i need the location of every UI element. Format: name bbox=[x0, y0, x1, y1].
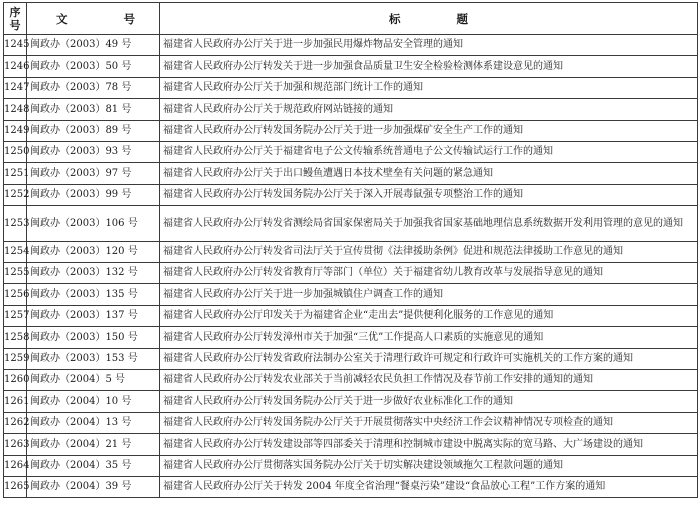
table-row bbox=[4, 263, 698, 284]
row-title: 福建省人民政府办公厅贯彻落实国务院办公厅关于切实解决建设领域拖欠工程款问题的通知 bbox=[160, 455, 698, 476]
row-title: 福建省人民政府办公厅关于规范政府网站链接的通知 bbox=[160, 99, 698, 120]
row-title: 福建省人民政府办公厅关于进一步加强民用爆炸物品安全管理的通知 bbox=[160, 35, 698, 56]
row-document-number: 闽政办（2003）49 号 bbox=[27, 35, 160, 56]
row-serial-number: 1261 bbox=[4, 391, 27, 412]
row-title: 福建省人民政府办公厅转发漳州市关于加强“三优”工作提高人口素质的实施意见的通知 bbox=[160, 327, 698, 348]
row-document-number: 闽政办（2004）35 号 bbox=[27, 455, 160, 476]
row-document-number: 闽政办（2003）81 号 bbox=[27, 99, 160, 120]
row-title: 福建省人民政府办公厅关于转发 2004 年度全省治理“餐桌污染”建设“食品放心工程”工作方案的通知 bbox=[160, 476, 698, 497]
table-row bbox=[4, 391, 698, 412]
row-serial-number: 1259 bbox=[4, 348, 27, 369]
row-document-number: 闽政办（2004）39 号 bbox=[27, 476, 160, 497]
row-document-number: 闽政办（2003）132 号 bbox=[27, 263, 160, 284]
table-row bbox=[4, 163, 698, 184]
table-row bbox=[4, 284, 698, 305]
row-title: 福建省人民政府办公厅转发国务院办公厅关于进一步加强煤矿安全生产工作的通知 bbox=[160, 120, 698, 141]
row-title: 福建省人民政府办公厅关于出口鳗鱼遭遇日本技术壁垒有关问题的紧急通知 bbox=[160, 163, 698, 184]
row-serial-number: 1255 bbox=[4, 263, 27, 284]
row-serial-number: 1264 bbox=[4, 455, 27, 476]
row-document-number: 闽政办（2004）10 号 bbox=[27, 391, 160, 412]
header-document-number: 文 号 bbox=[27, 3, 160, 35]
table-row bbox=[4, 120, 698, 141]
row-serial-number: 1247 bbox=[4, 77, 27, 98]
row-title: 福建省人民政府办公厅关于加强和规范部门统计工作的通知 bbox=[160, 77, 698, 98]
table-row bbox=[4, 206, 698, 242]
table-row bbox=[4, 369, 698, 390]
table-row bbox=[4, 77, 698, 98]
table-row bbox=[4, 476, 698, 497]
row-serial-number: 1265 bbox=[4, 476, 27, 497]
row-serial-number: 1260 bbox=[4, 369, 27, 390]
row-serial-number: 1253 bbox=[4, 206, 27, 242]
row-serial-number: 1258 bbox=[4, 327, 27, 348]
row-title: 福建省人民政府办公厅转发省测绘局省国家保密局关于加强我省国家基础地理信息系统数据开发利用管理的意见的通知 bbox=[160, 206, 698, 242]
row-title: 福建省人民政府办公厅关于福建省电子公文传输系统普通电子公文传输试运行工作的通知 bbox=[160, 141, 698, 162]
row-serial-number: 1262 bbox=[4, 412, 27, 433]
row-document-number: 闽政办（2003）99 号 bbox=[27, 184, 160, 205]
table-row bbox=[4, 348, 698, 369]
row-document-number: 闽政办（2003）150 号 bbox=[27, 327, 160, 348]
table-row bbox=[4, 35, 698, 56]
row-serial-number: 1256 bbox=[4, 284, 27, 305]
row-serial-number: 1263 bbox=[4, 434, 27, 455]
row-serial-number: 1249 bbox=[4, 120, 27, 141]
table-row bbox=[4, 141, 698, 162]
row-title: 福建省人民政府办公厅关于进一步加强城镇住户调查工作的通知 bbox=[160, 284, 698, 305]
row-title: 福建省人民政府办公厅转发国务院办公厅关于进一步做好农业标准化工作的通知 bbox=[160, 391, 698, 412]
row-document-number: 闽政办（2004）21 号 bbox=[27, 434, 160, 455]
header-title: 标 题 bbox=[160, 3, 698, 35]
table-row bbox=[4, 56, 698, 77]
row-serial-number: 1246 bbox=[4, 56, 27, 77]
row-document-number: 闽政办（2003）153 号 bbox=[27, 348, 160, 369]
row-document-number: 闽政办（2003）97 号 bbox=[27, 163, 160, 184]
table-row bbox=[4, 99, 698, 120]
row-document-number: 闽政办（2003）106 号 bbox=[27, 206, 160, 242]
row-title: 福建省人民政府办公厅转发国务院办公厅关于开展贯彻落实中央经济工作会议精神情况专项检查的通知 bbox=[160, 412, 698, 433]
row-serial-number: 1250 bbox=[4, 141, 27, 162]
row-serial-number: 1245 bbox=[4, 35, 27, 56]
row-title: 福建省人民政府办公厅印发关于为福建省企业“走出去”提供便利化服务的工作意见的通知 bbox=[160, 305, 698, 326]
row-serial-number: 1248 bbox=[4, 99, 27, 120]
row-title: 福建省人民政府办公厅转发省政府法制办公室关于清理行政许可规定和行政许可实施机关的工作方案的通知 bbox=[160, 348, 698, 369]
table-row bbox=[4, 184, 698, 205]
row-title: 福建省人民政府办公厅转发农业部关于当前减轻农民负担工作情况及春节前工作安排的通知的通知 bbox=[160, 369, 698, 390]
table-row bbox=[4, 305, 698, 326]
row-document-number: 闽政办（2003）135 号 bbox=[27, 284, 160, 305]
document-table bbox=[3, 2, 698, 498]
row-document-number: 闽政办（2003）89 号 bbox=[27, 120, 160, 141]
row-document-number: 闽政办（2004）13 号 bbox=[27, 412, 160, 433]
row-serial-number: 1252 bbox=[4, 184, 27, 205]
header-serial-number: 序 号 bbox=[4, 3, 27, 35]
row-title: 福建省人民政府办公厅转发省司法厅关于宣传贯彻《法律援助条例》促进和规范法律援助工作意见的通知 bbox=[160, 241, 698, 262]
row-document-number: 闽政办（2003）78 号 bbox=[27, 77, 160, 98]
row-document-number: 闽政办（2003）137 号 bbox=[27, 305, 160, 326]
table-header-row bbox=[4, 3, 698, 35]
row-serial-number: 1257 bbox=[4, 305, 27, 326]
row-title: 福建省人民政府办公厅转发建设部等四部委关于清理和控制城市建设中脱离实际的宽马路、大广场建设的通知 bbox=[160, 434, 698, 455]
row-document-number: 闽政办（2003）120 号 bbox=[27, 241, 160, 262]
table-row bbox=[4, 241, 698, 262]
row-document-number: 闽政办（2003）50 号 bbox=[27, 56, 160, 77]
table-row bbox=[4, 327, 698, 348]
row-title: 福建省人民政府办公厅转发国务院办公厅关于深入开展毒鼠强专项整治工作的通知 bbox=[160, 184, 698, 205]
row-document-number: 闽政办（2004）5 号 bbox=[27, 369, 160, 390]
table-row bbox=[4, 455, 698, 476]
table-row bbox=[4, 434, 698, 455]
row-serial-number: 1254 bbox=[4, 241, 27, 262]
table-row bbox=[4, 412, 698, 433]
row-serial-number: 1251 bbox=[4, 163, 27, 184]
row-document-number: 闽政办（2003）93 号 bbox=[27, 141, 160, 162]
row-title: 福建省人民政府办公厅转发省教育厅等部门（单位）关于福建省幼儿教育改革与发展指导意见的通知 bbox=[160, 263, 698, 284]
row-title: 福建省人民政府办公厅转发关于进一步加强食品质量卫生安全检验检测体系建设意见的通知 bbox=[160, 56, 698, 77]
